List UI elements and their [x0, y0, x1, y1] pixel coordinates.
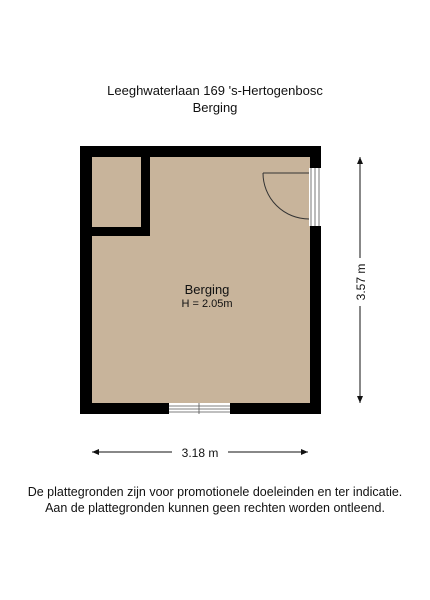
disclaimer-line-2: Aan de plattegronden kunnen geen rechten worden ontleend.	[45, 501, 385, 515]
depth-label: 3.57 m	[354, 263, 368, 301]
width-label: 3.18 m	[181, 446, 219, 460]
room-name: Berging	[184, 282, 230, 297]
closet-wall-horizontal	[92, 227, 150, 236]
room-height: H = 2.05m	[181, 298, 233, 310]
window-bottom	[169, 403, 230, 414]
disclaimer	[0, 484, 430, 516]
closet-wall-vertical	[141, 157, 150, 236]
depth-dimension	[352, 157, 368, 403]
address-title: Leeghwaterlaan 169 's-Hertogenbosc	[107, 83, 323, 98]
floor-area	[92, 157, 310, 403]
width-dimension	[92, 444, 308, 460]
disclaimer-line-1: De plattegronden zijn voor promotionele doeleinden en ter indicatie.	[27, 485, 403, 499]
floor-title: Berging	[192, 100, 238, 115]
